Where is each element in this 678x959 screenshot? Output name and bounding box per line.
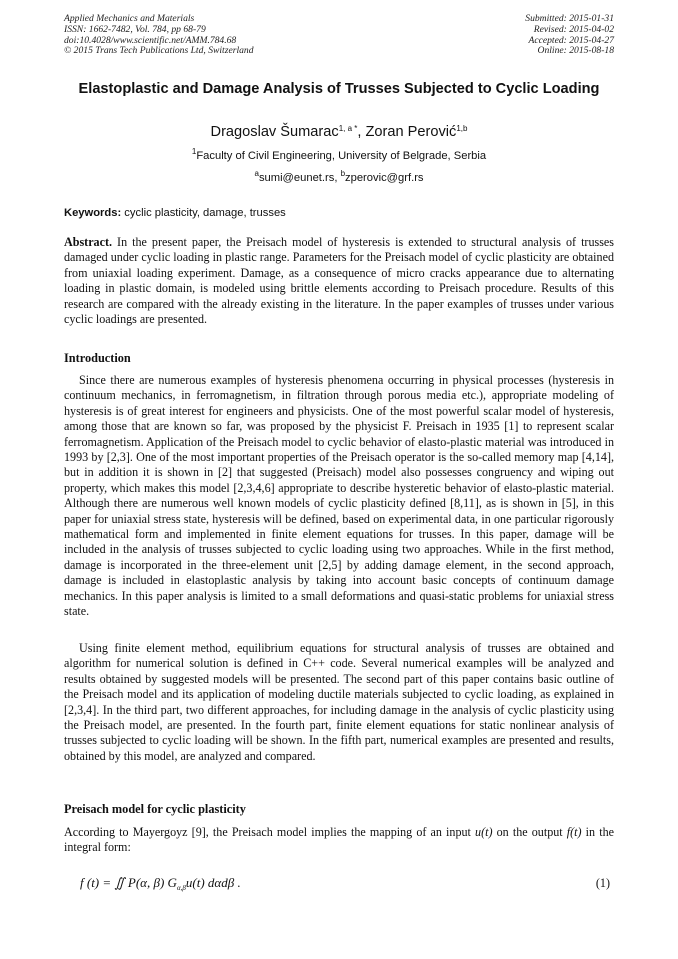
author-emails [64, 171, 614, 185]
author-line [64, 123, 614, 142]
equation-number: (1) [595, 876, 610, 890]
introduction-paragraph-2: Using finite element method, equilibrium equations for structural analysis of trusses are obtained and algorithm for numerical solution is defined in C++ code. Several numerical examples will be analyzed and results obtained by suggested models will be presented. The second part of this paper contains basic outline of the Preisach model and its application of modeling ductile materials subjected to cyclic loading, as explained in [2,3,4]. In the third part, two different approaches, for including damage in the analysis of cyclic plasticity using the Preisach model, are presented. In the fourth part, finite element equations for static nonlinear analysis of trusses subjected to cyclic loading will be shown. In the fifth part, numerical examples are presented and results, obtained by this model, are analyzed and compared. [64, 641, 614, 763]
journal-info [64, 14, 254, 57]
submitted-date: Submitted: 2015-01-31 [525, 13, 614, 24]
abstract-text: In the present paper, the Preisach model of hysteresis is extended to structural analysis of trusses damaged under cyclic loading in plastic range. Parameters for the Preisach model of cyclic plasticity are obtained from uniaxial loading experiment. Damage, as a consequence of micro cracks appearance due to alternating loading in plastic domain, is modeled using brittle elements according to Preisach procedure. Results of this research are compared with the already existing in the literature. In the paper examples of trusses under various cyclic loadings are presented. [64, 235, 614, 327]
affiliation-mark: 1 [191, 147, 197, 156]
equation-rhs: u(t) dαdβ . [185, 875, 241, 890]
keywords-label: Keywords: [64, 207, 122, 219]
abstract [64, 235, 614, 327]
preisach-text-end: in the integral form: [64, 825, 614, 855]
submission-dates [525, 14, 614, 57]
affiliation [64, 149, 614, 163]
input-symbol: u(t) [475, 825, 493, 839]
issn-volume: ISSN: 1662-7482, Vol. 784, pp 68-79 [64, 23, 206, 35]
equation-1 [80, 874, 241, 897]
author-1-affiliation-mark: 1, a * [338, 124, 358, 133]
email-a: sumi@eunet.rs, [258, 172, 341, 184]
keywords [64, 206, 614, 220]
keywords-text: cyclic plasticity, damage, trusses [121, 207, 286, 219]
email-a-mark: a [254, 169, 259, 178]
introduction-heading: Introduction [64, 351, 131, 365]
revised-date: Revised: 2015-04-02 [533, 23, 614, 35]
output-symbol: f(t) [566, 825, 582, 839]
copyright: © 2015 Trans Tech Publications Ltd, Switzerland [64, 45, 254, 57]
affiliation-text: Faculty of Civil Engineering, University of Belgrade, Serbia [196, 150, 487, 162]
preisach-text-mid: on the output [492, 825, 567, 839]
preisach-paragraph [64, 825, 614, 856]
accepted-date: Accepted: 2015-04-27 [528, 34, 614, 46]
email-b-mark: b [340, 169, 346, 178]
paper-title: Elastoplastic and Damage Analysis of Trusses Subjected to Cyclic Loading [78, 81, 600, 97]
online-date: Online: 2015-08-18 [537, 45, 614, 57]
preisach-text-start: According to Mayergoyz [9], the Preisach model implies the mapping of an input [64, 825, 476, 839]
author-2-name: Zoran Perović [365, 124, 457, 140]
author-1-name: Dragoslav Šumarac [210, 124, 339, 140]
author-separator: , [357, 124, 366, 140]
equation-lhs: f (t) = ∬ P(α, β) G [80, 875, 177, 890]
introduction-paragraph-1: Since there are numerous examples of hysteresis phenomena occurring in physical processes (hysteresis in continuum mechanics, in ferromagnetism, in filtration through porous media etc.), appropriate modeling of hysteresis is of great interest for engineers and physicists. One of the most powerful scalar model of hysteresis, among those that are known so far, was proposed by the physicist F. Preisach in 1935 [1] to represent scalar ferromagnetism. Application of the Preisach model to cyclic behavior of elasto-plastic material was introduced in 1993 by [2,3]. One of the most important properties of the Preisach operator is the so-called memory map [4,14], but in addition it is shown in [2] that suggested (Preisach) model also possesses congruency and wiping out property, which makes this model [2,3,4,6] appropriate to describe hysteretic behavior of elasto-plastic material. Although there are numerous well known models of cyclic plasticity defined [8,11], as is shown in [5], in this paper for uniaxial stress state, hysteresis will be defined, based on experimental data, in one particular rigorously mathematical form and implemented in finite element equations for trusses. In this paper, damage will be included in the analysis of trusses subjected to cyclic loading using two approaches. While in the first method, damage is incorporated in the three-element unit [2,5] by adding damage element, in the second approach, damage is included in elastoplastic analysis by taking into account basic concepts of continuum damage mechanics. In this paper analysis is limited to a small deformations and quasi-static problems for uniaxial stress state. [64, 373, 614, 619]
email-b: zperovic@grf.rs [345, 172, 424, 184]
equation-subscript: α,β [176, 884, 186, 892]
abstract-label: Abstract. [64, 235, 113, 249]
journal-name: Applied Mechanics and Materials [64, 13, 195, 24]
doi: doi:10.4028/www.scientific.net/AMM.784.68 [64, 34, 237, 46]
preisach-heading: Preisach model for cyclic plasticity [64, 802, 246, 816]
author-2-affiliation-mark: 1,b [456, 124, 468, 133]
